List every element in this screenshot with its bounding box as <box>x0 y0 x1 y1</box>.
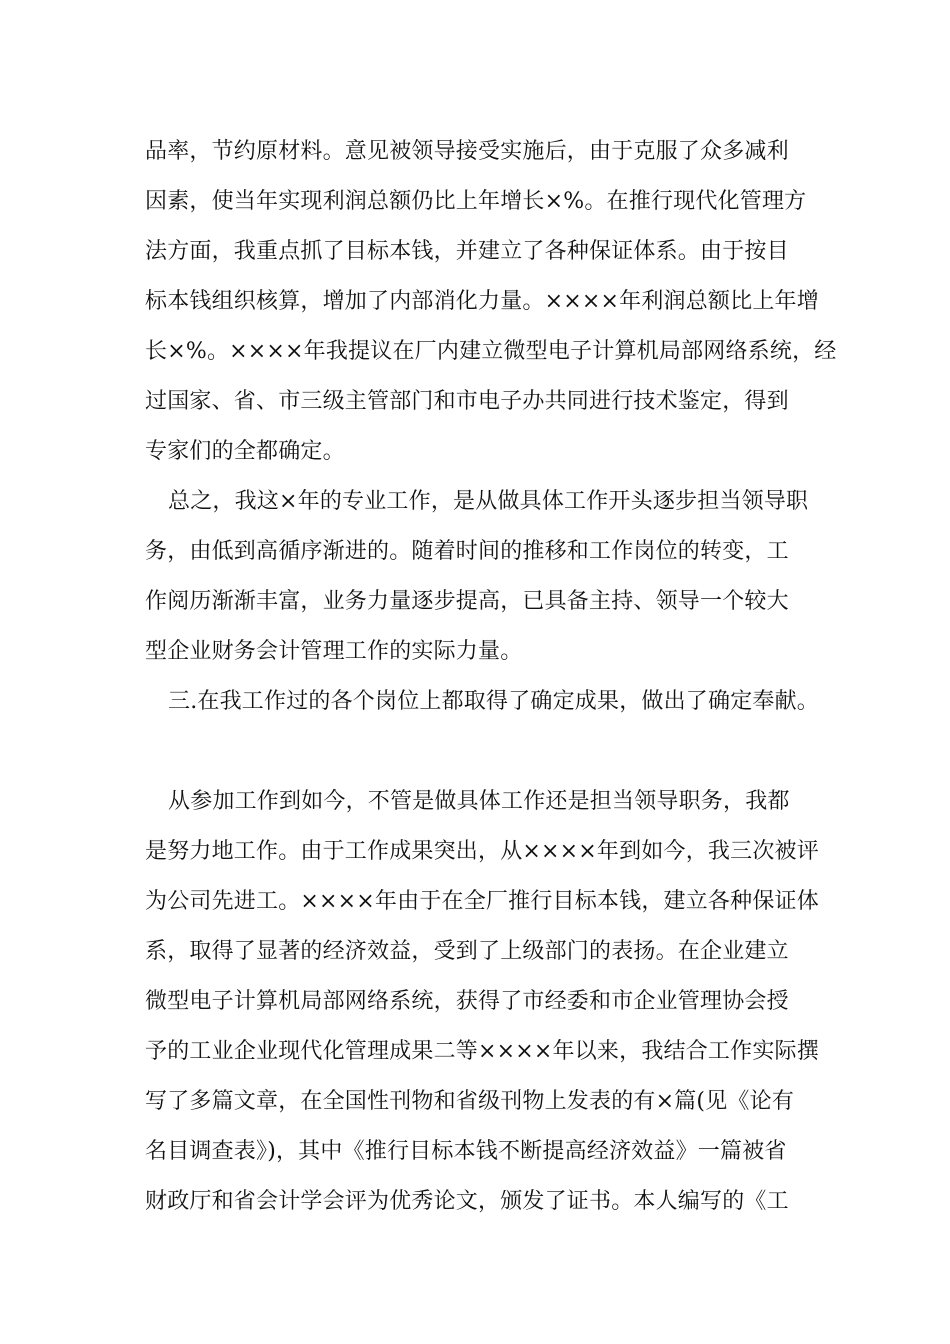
paragraph-line: 写了多篇文章，在全国性刊物和省级刊物上发表的有×篇(见《论有 <box>145 1089 795 1114</box>
paragraph-line: 型企业财务会计管理工作的实际力量。 <box>145 639 523 664</box>
paragraph-line: 予的工业企业现代化管理成果二等××××年以来，我结合工作实际撰 <box>145 1039 819 1064</box>
paragraph-line: 名目调查表》)，其中《推行目标本钱不断提高经济效益》一篇被省 <box>145 1139 787 1164</box>
paragraph-line: 微型电子计算机局部网络系统，获得了市经委和市企业管理协会授 <box>145 989 789 1014</box>
paragraph-line: 务，由低到高循序渐进的。随着时间的推移和工作岗位的转变，工 <box>145 539 789 564</box>
paragraph-line: 过国家、省、市三级主管部门和市电子办共同进行技术鉴定，得到 <box>145 389 789 414</box>
paragraph-line: 法方面，我重点抓了目标本钱，并建立了各种保证体系。由于按目 <box>145 239 789 264</box>
paragraph-line: 从参加工作到如今，不管是做具体工作还是担当领导职务，我都 <box>168 789 790 814</box>
paragraph-line: 是努力地工作。由于工作成果突出，从××××年到如今，我三次被评 <box>145 839 819 864</box>
paragraph-line: 总之，我这×年的专业工作，是从做具体工作开头逐步担当领导职 <box>168 489 809 514</box>
paragraph-line: 品率，节约原材料。意见被领导接受实施后，由于克服了众多减利 <box>145 139 789 164</box>
section-heading: 三.在我工作过的各个岗位上都取得了确定成果，做出了确定奉献。 <box>168 689 819 714</box>
paragraph-line: 财政厅和省会计学会评为优秀论文，颁发了证书。本人编写的《工 <box>145 1189 789 1214</box>
paragraph-line: 专家们的全都确定。 <box>145 439 345 464</box>
paragraph-line: 因素，使当年实现利润总额仍比上年增长×%。在推行现代化管理方 <box>145 189 807 214</box>
paragraph-line: 系，取得了显著的经济效益，受到了上级部门的表扬。在企业建立 <box>145 939 789 964</box>
paragraph-line: 标本钱组织核算，增加了内部消化力量。××××年利润总额比上年增 <box>145 289 819 314</box>
paragraph-line: 作阅历渐渐丰富，业务力量逐步提高，已具备主持、领导一个较大 <box>145 589 789 614</box>
paragraph-line: 为公司先进工。××××年由于在全厂推行目标本钱，建立各种保证体 <box>145 889 819 914</box>
paragraph-line: 长×%。××××年我提议在厂内建立微型电子计算机局部网络系统，经 <box>145 339 837 364</box>
